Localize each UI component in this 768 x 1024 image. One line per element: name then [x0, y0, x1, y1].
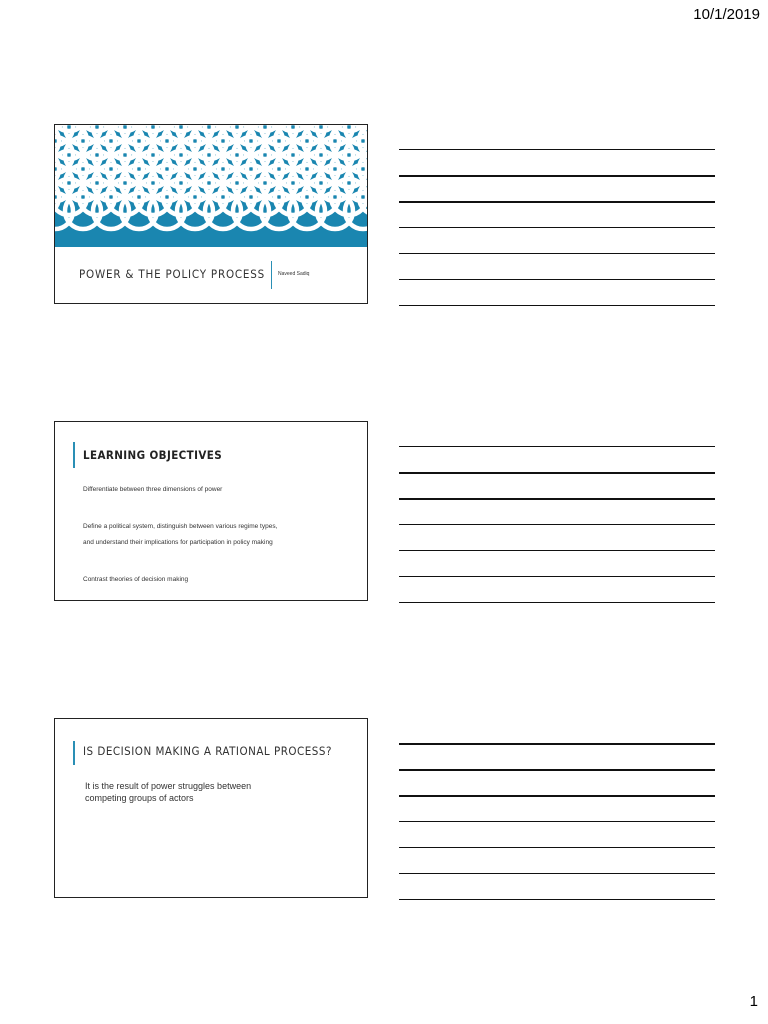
note-line: [399, 821, 715, 822]
slide-1-thumbnail: [54, 124, 368, 304]
note-line: [399, 550, 715, 551]
objective-item: and understand their implications for participation in policy making: [83, 539, 273, 546]
note-line: [399, 201, 715, 203]
note-line: [399, 472, 715, 474]
note-line: [399, 279, 715, 280]
note-line: [399, 305, 715, 306]
note-line: [399, 743, 715, 745]
note-line: [399, 873, 715, 874]
notes-lines-1: [399, 124, 715, 306]
note-line: [399, 899, 715, 900]
note-line: [399, 795, 715, 797]
slide-body-line: competing groups of actors: [85, 793, 194, 803]
title-bar: [55, 247, 367, 303]
slide-body-line: It is the result of power struggles between: [85, 781, 252, 791]
objective-item: Differentiate between three dimensions of power: [83, 486, 223, 493]
title-divider: [271, 261, 272, 289]
page-number: 1: [749, 993, 758, 1010]
slide-title: IS DECISION MAKING A RATIONAL PROCESS?: [83, 744, 332, 758]
objective-item: Define a political system, distinguish between various regime types,: [83, 523, 278, 530]
note-line: [399, 847, 715, 848]
objective-item: Contrast theories of decision making: [83, 576, 189, 583]
slide-author: Naveed Sadiq: [278, 271, 310, 277]
note-line: [399, 576, 715, 577]
heading-accent: [73, 442, 75, 468]
slide-title: POWER & THE POLICY PROCESS: [79, 267, 265, 281]
note-line: [399, 227, 715, 228]
page-date: 10/1/2019: [693, 6, 760, 23]
note-line: [399, 446, 715, 447]
slide-title: LEARNING OBJECTIVES: [83, 448, 223, 462]
decorative-pattern: [55, 125, 367, 247]
heading-accent: [73, 741, 75, 765]
note-line: [399, 602, 715, 603]
note-line: [399, 524, 715, 525]
note-line: [399, 149, 715, 150]
slide-2-thumbnail: [54, 421, 368, 601]
note-line: [399, 769, 715, 771]
note-line: [399, 175, 715, 177]
note-line: [399, 253, 715, 254]
slide-3-thumbnail: [54, 718, 368, 898]
note-line: [399, 498, 715, 500]
notes-lines-3: [399, 718, 715, 900]
notes-lines-2: [399, 421, 715, 603]
